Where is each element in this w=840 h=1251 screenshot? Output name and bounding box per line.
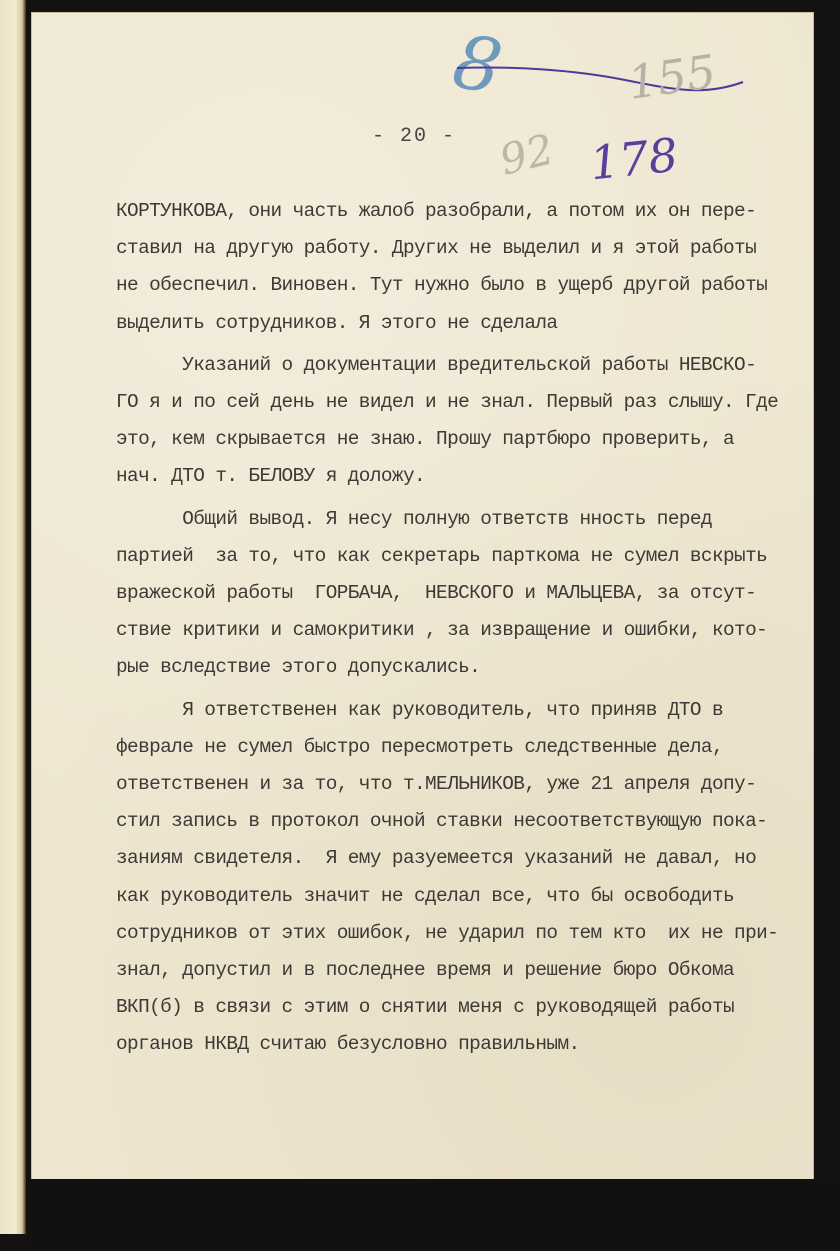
paragraph-1 <box>116 193 816 342</box>
text-line: сотрудников от этих ошибок, не ударил по тем кто их не при- <box>116 921 779 944</box>
text-line: ответственен и за то, что т.МЕЛЬНИКОВ, уже 21 апреля допу- <box>116 773 757 796</box>
text-line: ствие критики и самокритики , за извращение и ошибки, кото- <box>116 619 768 642</box>
adjacent-page-edge <box>0 0 26 1234</box>
text-line: партией за то, что как секретарь парткома не сумел вскрыть <box>116 544 768 567</box>
text-line: стил запись в протокол очной ставки несоответствующую пока- <box>116 810 768 833</box>
paragraph-4 <box>116 692 816 1064</box>
text-line: как руководитель значит не сделал все, что бы освободить <box>116 884 735 907</box>
ink-folio-number: 178 <box>587 127 681 191</box>
text-line: КОРТУНКОВА, они часть жалоб разобрали, а потом их он пере- <box>116 200 757 222</box>
text-line: ГО я и по сей день не видел и не знал. Первый раз слышу. Где <box>116 391 779 414</box>
text-line: Указаний о документации вредительской работы НЕВСКО- <box>116 353 757 376</box>
text-line: ставил на другую работу. Других не выделил и я этой работы <box>116 237 757 260</box>
text-line: выделить сотрудников. Я этого не сделала <box>116 311 558 334</box>
grey-pencil-annotation-92: 92 <box>494 124 559 185</box>
paragraph-2 <box>116 347 816 496</box>
text-line: вражеской работы ГОРБАЧА, НЕВСКОГО и МАЛЬЦЕВА, за отсут- <box>116 582 757 605</box>
typed-body-text <box>116 193 816 1064</box>
text-line: Общий вывод. Я несу полную ответств нность перед <box>116 507 712 530</box>
paragraph-3 <box>116 501 816 687</box>
text-line: ВКП(б) в связи с этим о снятии меня с руководящей работы <box>116 996 735 1019</box>
text-line: не обеспечил. Виновен. Тут нужно было в ущерб другой работы <box>116 274 768 297</box>
text-line: Я ответственен как руководитель, что приняв ДТО в <box>116 698 723 721</box>
text-line: органов НКВД считаю безусловно правильным. <box>116 1033 580 1056</box>
grey-pencil-annotation-155: 155 <box>624 44 720 110</box>
text-line: знал, допустил и в последнее время и решение бюро Обкома <box>116 959 735 982</box>
blue-pencil-annotation: 8 <box>446 18 509 112</box>
text-line: это, кем скрывается не знаю. Прошу партбюро проверить, а <box>116 428 735 451</box>
scan-background <box>26 1179 840 1251</box>
text-line: нач. ДТО т. БЕЛОВУ я доложу. <box>116 465 426 488</box>
page-number: - 20 - <box>372 125 457 148</box>
text-line: феврале не сумел быстро пересмотреть следственные дела, <box>116 735 723 758</box>
text-line: заниям свидетеля. Я ему разуемеется указаний не давал, но <box>116 847 757 870</box>
text-line: рые вследствие этого допускались. <box>116 656 481 679</box>
